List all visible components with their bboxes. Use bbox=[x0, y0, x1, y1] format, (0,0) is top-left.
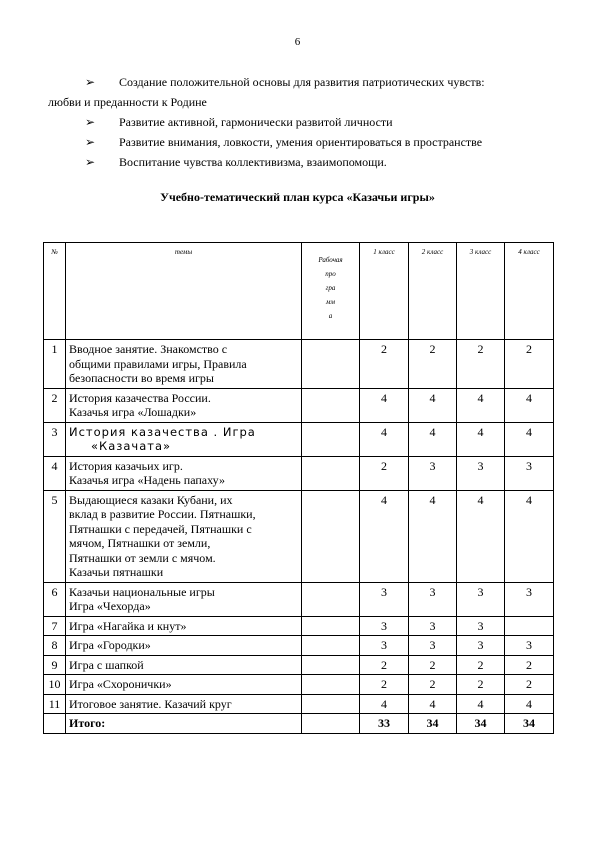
header-topic: темы bbox=[66, 243, 302, 340]
row-number: 2 bbox=[44, 388, 66, 422]
row-grade-1: 2 bbox=[360, 456, 409, 490]
header-grade-4: 4 класс bbox=[505, 243, 554, 340]
row-topic-line: вклад в развитие России. Пятнашки, bbox=[69, 507, 256, 521]
row-grade-3: 2 bbox=[457, 655, 505, 675]
table-row bbox=[44, 456, 554, 490]
table-row bbox=[44, 490, 554, 582]
row-number: 5 bbox=[44, 490, 66, 582]
row-grade-3: 4 bbox=[457, 694, 505, 714]
row-topic bbox=[66, 675, 302, 695]
header-program-line: про bbox=[325, 270, 336, 278]
row-grade-2: 4 bbox=[409, 422, 457, 456]
row-number: 10 bbox=[44, 675, 66, 695]
table-row bbox=[44, 616, 554, 636]
row-grade-3: 3 bbox=[457, 582, 505, 616]
table-row bbox=[44, 582, 554, 616]
table-row bbox=[44, 422, 554, 456]
row-grade-1: 3 bbox=[360, 616, 409, 636]
header-program-line: Рабочая bbox=[318, 256, 343, 264]
row-topic bbox=[66, 340, 302, 389]
total-grade-3: 34 bbox=[457, 714, 505, 734]
row-topic-line: Игра «Нагайка и кнут» bbox=[69, 618, 187, 633]
row-topic-line: Игра «Чехорда» bbox=[69, 599, 151, 613]
header-grade-3: 3 класс bbox=[457, 243, 505, 340]
header-grade-1: 1 класс bbox=[360, 243, 409, 340]
bullet-list bbox=[48, 72, 548, 172]
row-grade-1: 4 bbox=[360, 422, 409, 456]
total-grade-4: 34 bbox=[505, 714, 554, 734]
row-topic-line: общими правилами игры, Правила bbox=[69, 356, 247, 371]
row-topic-line: История казачества России. bbox=[69, 390, 211, 405]
arrow-bullet-icon: ➢ bbox=[85, 115, 96, 129]
row-program-cell bbox=[302, 616, 360, 636]
row-grade-4: 4 bbox=[505, 422, 554, 456]
row-number: 6 bbox=[44, 582, 66, 616]
header-program-line: а bbox=[328, 312, 333, 320]
row-topic-line: Пятнашки от земли с мячом. bbox=[69, 550, 216, 565]
row-topic-line: Казачья игра «Лошадки» bbox=[69, 405, 197, 419]
row-grade-4 bbox=[505, 616, 554, 636]
table-row bbox=[44, 694, 554, 714]
row-grade-2: 4 bbox=[409, 694, 457, 714]
row-grade-1: 4 bbox=[360, 694, 409, 714]
row-topic bbox=[66, 490, 302, 582]
row-program-cell bbox=[302, 456, 360, 490]
row-number: 11 bbox=[44, 694, 66, 714]
row-topic-line: Казачьи пятнашки bbox=[69, 565, 164, 579]
row-grade-2: 3 bbox=[409, 636, 457, 656]
row-topic-line: мячом, Пятнашки от земли, bbox=[69, 536, 211, 550]
row-grade-4: 2 bbox=[505, 655, 554, 675]
row-grade-4: 3 bbox=[505, 456, 554, 490]
row-grade-1: 4 bbox=[360, 490, 409, 582]
row-topic bbox=[66, 694, 302, 714]
bullet-text: Воспитание чувства коллективизма, взаимопомощи. bbox=[119, 155, 387, 169]
bullet-text-continuation: любви и преданности к Родине bbox=[48, 95, 207, 109]
row-topic-line: Казачьи национальные игры bbox=[69, 584, 215, 599]
row-topic-line: Игра «Городки» bbox=[69, 638, 151, 652]
row-grade-3: 4 bbox=[457, 388, 505, 422]
row-grade-3: 3 bbox=[457, 456, 505, 490]
row-grade-1: 2 bbox=[360, 655, 409, 675]
row-grade-2: 2 bbox=[409, 340, 457, 389]
row-grade-2: 3 bbox=[409, 582, 457, 616]
row-program-cell bbox=[302, 422, 360, 456]
table-row bbox=[44, 675, 554, 695]
row-number: 1 bbox=[44, 340, 66, 389]
bullet-text: Развитие внимания, ловкости, умения ориентироваться в пространстве bbox=[119, 135, 483, 149]
header-program-line: мм bbox=[326, 298, 335, 306]
table-row bbox=[44, 636, 554, 656]
bullet-item bbox=[48, 72, 548, 112]
row-topic bbox=[66, 636, 302, 656]
row-grade-4: 4 bbox=[505, 490, 554, 582]
row-program-cell bbox=[302, 655, 360, 675]
row-grade-3: 4 bbox=[457, 422, 505, 456]
curriculum-table bbox=[43, 242, 554, 734]
row-topic-line: Вводное занятие. Знакомство с bbox=[69, 342, 228, 356]
total-program-cell bbox=[302, 714, 360, 734]
row-grade-1: 3 bbox=[360, 636, 409, 656]
row-topic-line: Казачья игра «Надень папаху» bbox=[69, 473, 225, 487]
row-grade-1: 2 bbox=[360, 675, 409, 695]
arrow-bullet-icon: ➢ bbox=[85, 75, 96, 89]
row-grade-1: 3 bbox=[360, 582, 409, 616]
table-body bbox=[44, 340, 554, 714]
row-topic-line: Итоговое занятие. Казачий круг bbox=[69, 696, 232, 711]
row-number: 9 bbox=[44, 655, 66, 675]
bullet-item bbox=[48, 132, 548, 152]
arrow-bullet-icon: ➢ bbox=[85, 155, 96, 169]
row-grade-2: 4 bbox=[409, 388, 457, 422]
row-grade-3: 2 bbox=[457, 340, 505, 389]
page-number: 6 bbox=[294, 36, 301, 48]
bullet-item bbox=[48, 152, 548, 172]
row-topic bbox=[66, 582, 302, 616]
plan-title: Учебно-тематический план курса «Казачьи игры» bbox=[160, 190, 435, 204]
row-grade-2: 4 bbox=[409, 490, 457, 582]
row-topic-line: безопасности во время игры bbox=[69, 371, 214, 385]
row-topic bbox=[66, 456, 302, 490]
table-row bbox=[44, 655, 554, 675]
row-grade-4: 3 bbox=[505, 582, 554, 616]
row-topic-line: Пятнашки с передачей, Пятнашки с bbox=[69, 521, 252, 536]
row-grade-3: 4 bbox=[457, 490, 505, 582]
header-program-line: гра bbox=[325, 284, 336, 292]
header-number: № bbox=[44, 243, 66, 340]
total-grade-1: 33 bbox=[360, 714, 409, 734]
row-topic-line: Выдающиеся казаки Кубани, их bbox=[69, 492, 233, 507]
row-topic bbox=[66, 655, 302, 675]
row-grade-2: 2 bbox=[409, 655, 457, 675]
table-row bbox=[44, 340, 554, 389]
total-label: Итого: bbox=[66, 714, 302, 734]
bullet-item bbox=[48, 112, 548, 132]
row-grade-2: 2 bbox=[409, 675, 457, 695]
row-grade-2: 3 bbox=[409, 616, 457, 636]
table-row bbox=[44, 388, 554, 422]
row-program-cell bbox=[302, 694, 360, 714]
row-grade-3: 2 bbox=[457, 675, 505, 695]
row-grade-4: 2 bbox=[505, 340, 554, 389]
header-program bbox=[302, 243, 360, 340]
row-number: 7 bbox=[44, 616, 66, 636]
row-topic-line: «Казачата» bbox=[91, 439, 172, 453]
bullet-text: Развитие активной, гармонически развитой личности bbox=[119, 115, 393, 129]
row-grade-4: 2 bbox=[505, 675, 554, 695]
row-topic bbox=[66, 388, 302, 422]
row-grade-4: 4 bbox=[505, 388, 554, 422]
row-number: 8 bbox=[44, 636, 66, 656]
row-program-cell bbox=[302, 675, 360, 695]
row-number: 3 bbox=[44, 422, 66, 456]
row-program-cell bbox=[302, 388, 360, 422]
row-program-cell bbox=[302, 340, 360, 389]
row-program-cell bbox=[302, 636, 360, 656]
header-grade-2: 2 класс bbox=[409, 243, 457, 340]
row-grade-4: 3 bbox=[505, 636, 554, 656]
row-topic-line: История казачества . Игра bbox=[69, 424, 256, 439]
row-program-cell bbox=[302, 582, 360, 616]
row-topic-line: Игра «Схоронички» bbox=[69, 677, 172, 691]
total-grade-2: 34 bbox=[409, 714, 457, 734]
row-grade-3: 3 bbox=[457, 636, 505, 656]
table-total-row bbox=[44, 714, 554, 734]
arrow-bullet-icon: ➢ bbox=[85, 135, 96, 149]
total-number-cell bbox=[44, 714, 66, 734]
row-grade-4: 4 bbox=[505, 694, 554, 714]
row-grade-2: 3 bbox=[409, 456, 457, 490]
row-topic-line: Игра с шапкой bbox=[69, 657, 144, 672]
table-header-row bbox=[44, 243, 554, 340]
row-topic bbox=[66, 422, 302, 456]
row-program-cell bbox=[302, 490, 360, 582]
row-topic bbox=[66, 616, 302, 636]
bullet-text: Создание положительной основы для развития патриотических чувств: bbox=[119, 75, 485, 89]
row-topic-line: История казачьих игр. bbox=[69, 458, 183, 473]
row-grade-1: 2 bbox=[360, 340, 409, 389]
row-grade-1: 4 bbox=[360, 388, 409, 422]
row-number: 4 bbox=[44, 456, 66, 490]
row-grade-3: 3 bbox=[457, 616, 505, 636]
